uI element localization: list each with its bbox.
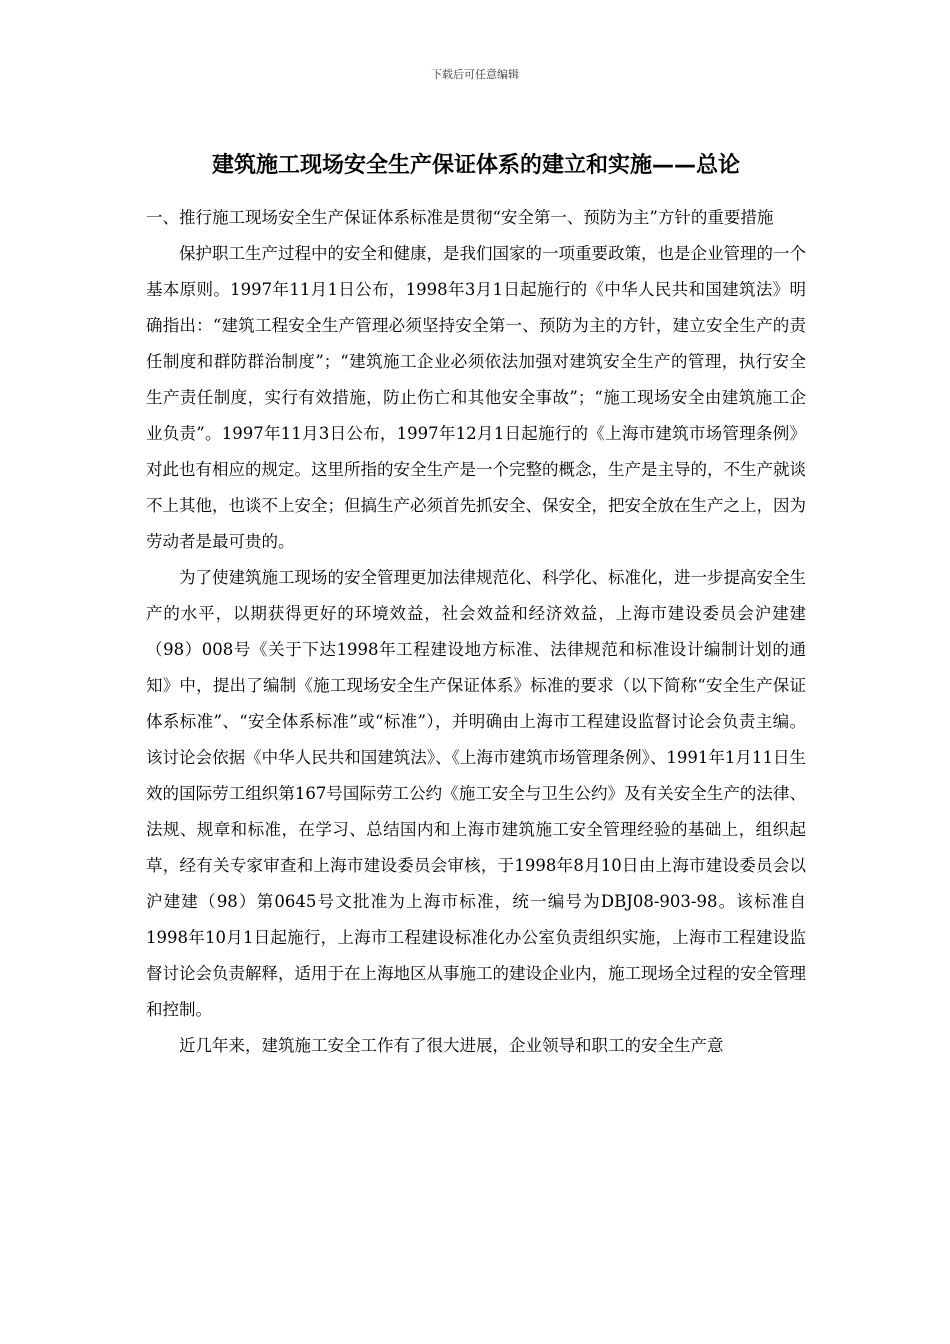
paragraph-1: 保护职工生产过程中的安全和健康，是我们国家的一项重要政策，也是企业管理的一个基本原则。1997年11月1日公布，1998年3月1日起施行的《中华人民共和国建筑法》明确指出：“建筑工程安全生产管理必须坚持安全第一、预防为主的方针，建立安全生产的责任制度和群防群治制度”；“建筑施工企业必须依法加强对建筑安全生产的管理，执行安全生产责任制度，实行有效措施，防止伤亡和其他安全事故”；“施工现场安全由建筑施工企业负责”。1997年11月3日公布，1997年12月1日起施行的《上海市建筑市场管理条例》对此也有相应的规定。这里所指的安全生产是一个完整的概念，生产是主导的，不生产就谈不上其他，也谈不上安全；但搞生产必须首先抓安全、保安全，把安全放在生产之上，因为劳动者是最可贵的。 <box>146 244 806 551</box>
paragraph-2: 为了使建筑施工现场的安全管理更加法律规范化、科学化、标准化，进一步提高安全生产的水平，以期获得更好的环境效益，社会效益和经济效益，上海市建设委员会沪建建（98）008号《关于下达1998年工程建设地方标准、法律规范和标准设计编制计划的通知》中，提出了编制《施工现场安全生产保证体系》标准的要求（以下简称“安全生产保证体系标准”、“安全体系标准”或“标准”），并明确由上海市工程建设监督讨论会负责主编。该讨论会依据《中华人民共和国建筑法》、《上海市建筑市场管理条例》、1991年1月11日生效的国际劳工组织第167号国际劳工公约《施工安全与卫生公约》及有关安全生产的法律、法规、规章和标准，在学习、总结国内和上海市建筑施工安全管理经验的基础上，组织起草，经有关专家审查和上海市建设委员会审核，于1998年8月10日由上海市建设委员会以沪建建（98）第0645号文批准为上海市标准，统一编号为DBJ08-903-98。该标准自1998年10月1日起施行，上海市工程建设标准化办公室负责组织实施，上海市工程建设监督讨论会负责解释，适用于在上海地区从事施工的建设企业内，施工现场全过程的安全管理和控制。 <box>146 568 806 1019</box>
paragraph-3: 近几年来，建筑施工安全工作有了很大进展，企业领导和职工的安全生产意 <box>179 1036 724 1055</box>
section-heading: 一、推行施工现场安全生产保证体系标准是贯彻“安全第一、预防为主”方针的重要措施 <box>146 208 774 227</box>
header-note: 下载后可任意编辑 <box>431 68 519 81</box>
document-body <box>146 200 806 1064</box>
document-title: 建筑施工现场安全生产保证体系的建立和实施——总论 <box>211 153 740 178</box>
